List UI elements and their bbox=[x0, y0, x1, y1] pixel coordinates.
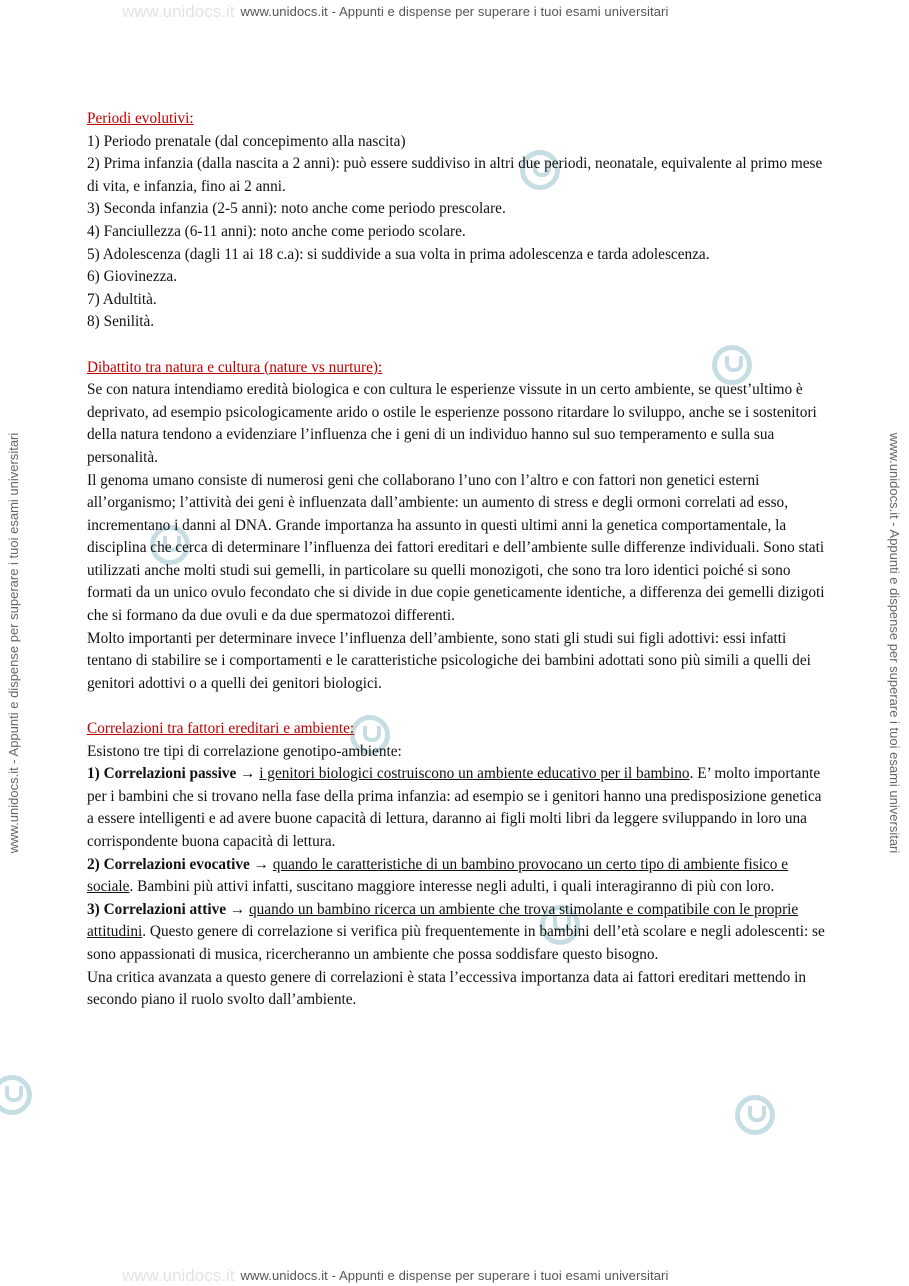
critica-paragraph: Una critica avanzata a questo genere di correlazioni è stata l’eccessiva importanza data ai fattori ereditari mettendo in secondo piano il ruolo svolto dall’ambiente. bbox=[87, 968, 807, 1009]
list-item: 6) Giovinezza. bbox=[87, 268, 178, 286]
correlazione-evocative bbox=[87, 854, 827, 899]
paragraph: Il genoma umano consiste di numerosi geni che collaborano l’uno con l’altro e con fattori non genetici esterni all’organismo; l’attività dei geni è influenzata dall’ambiente: un aumento di stress e degli ormoni correlati ad esso, incrementano i danni al DNA. Grande importanza ha assunto in questi ultimi anni la genetica comportamentale, la disciplina che cerca di determinare l’influenza dei fattori ereditari e dell’ambiente sulle differenze individuali. Sono stati utilizzati anche molti studi sui gemelli, in particolare su quelli monozigoti, che sono tra loro identici poiché si sono formati da un unico ovulo fecondato che si divide in due copie geneticamente identiche, a differenza dei gemelli dizigoti che si formano da due ovuli e da due spermatozoi differenti. bbox=[87, 471, 825, 625]
watermark-ghost-bottom: www.unidocs.it bbox=[122, 1266, 235, 1285]
paragraph: Molto importanti per determinare invece l’influenza dell’ambiente, sono stati gli studi sui figli adottivi: essi infatti tentano di stabilire se i comportamenti e le caratteristiche psicologiche dei bambini adottati sono più simili a quelli dei genitori adottivi o a quelli dei genitori biologici. bbox=[87, 629, 811, 692]
correlazioni-intro: Esistono tre tipi di correlazione genotipo-ambiente: bbox=[87, 742, 402, 760]
watermark-top: www.unidocs.it - Appunti e dispense per superare i tuoi esami universitari bbox=[240, 4, 669, 19]
list-item: 2) Prima infanzia (dalla nascita a 2 anni): può essere suddiviso in altri due periodi, neonatale, equivalente al primo mese di vita, e infanzia, fino ai 2 anni. bbox=[87, 155, 823, 195]
watermark-logo-icon bbox=[0, 1075, 32, 1115]
term-definition: i genitori biologici costruiscono un ambiente educativo per il bambino bbox=[259, 765, 690, 783]
list-item: 4) Fanciullezza (6-11 anni): noto anche come periodo scolare. bbox=[87, 222, 466, 240]
term-text: E’ molto importante per i bambini che si trovano nella fase della prima infanzia: ad esempio se i genitori hanno una predisposizione genetica a essere intelligenti e ad avere buone capacità di lettura, daranno ai figli molti libri da leggere sviluppando in loro una corrispondente buona capacità di lettura. bbox=[87, 765, 822, 850]
watermark-ghost-top: www.unidocs.it bbox=[122, 2, 235, 21]
watermark-left: www.unidocs.it - Appunti e dispense per superare i tuoi esami universitari bbox=[6, 432, 21, 854]
watermark-right: www.unidocs.it - Appunti e dispense per superare i tuoi esami universitari bbox=[887, 432, 902, 854]
section-title-periodi: Periodi evolutivi: bbox=[87, 110, 194, 127]
term-label: 2) Correlazioni evocative bbox=[87, 855, 250, 873]
watermark-bottom: www.unidocs.it - Appunti e dispense per superare i tuoi esami universitari bbox=[240, 1268, 669, 1283]
watermark-logo-icon bbox=[735, 1095, 775, 1135]
arrow-right-icon: → bbox=[240, 765, 256, 783]
list-item: 3) Seconda infanzia (2-5 anni): noto anche come periodo prescolare. bbox=[87, 200, 506, 218]
document-body bbox=[87, 108, 827, 1012]
term-text: . Questo genere di correlazione si verifica più frequentemente in bambini dell’età scolare e negli adolescenti: se sono appassionati di musica, ricercheranno un ambiente che possa soddisfare questo bisogno. bbox=[87, 923, 825, 963]
term-label: 3) Correlazioni attive bbox=[87, 900, 227, 918]
term-end: . bbox=[689, 765, 694, 783]
list-item: 8) Senilità. bbox=[87, 313, 155, 331]
correlazione-passive bbox=[87, 763, 827, 853]
section-title-correlazioni: Correlazioni tra fattori ereditari e ambiente: bbox=[87, 720, 355, 738]
list-item: 5) Adolescenza (dagli 11 ai 18 c.a): si suddivide a sua volta in prima adolescenza e tarda adolescenza. bbox=[87, 245, 710, 263]
correlazione-active bbox=[87, 899, 827, 967]
arrow-right-icon: → bbox=[229, 900, 246, 918]
section-title-dibattito: Dibattito tra natura e cultura (nature vs nurture): bbox=[87, 358, 383, 376]
list-item: 7) Adultità. bbox=[87, 290, 157, 308]
term-label: 1) Correlazioni passive bbox=[87, 765, 237, 783]
list-item: 1) Periodo prenatale (dal concepimento alla nascita) bbox=[87, 132, 406, 150]
paragraph: Se con natura intendiamo eredità biologica e con cultura le esperienze vissute in un certo ambiente, se quest’ultimo è deprivato, ad esempio psicologicamente arido o ostile le esperienze possono ritardare lo sviluppo, anche se i sostenitori della natura tendono a evidenziare l’influenza che i geni di un individuo hanno sul suo temperamento e sulla sua personalità. bbox=[87, 381, 817, 466]
term-definition: quando un bambino ricerca un ambiente che trova stimolante e compatibile con le proprie attitudini bbox=[87, 900, 799, 941]
term-text: . Bambini più attivi infatti, suscitano maggiore interesse negli adulti, i quali interagiranno di più con loro. bbox=[129, 878, 775, 896]
arrow-right-icon: → bbox=[253, 855, 269, 873]
term-definition: quando le caratteristiche di un bambino provocano un certo tipo di ambiente fisico e sociale bbox=[87, 855, 789, 896]
